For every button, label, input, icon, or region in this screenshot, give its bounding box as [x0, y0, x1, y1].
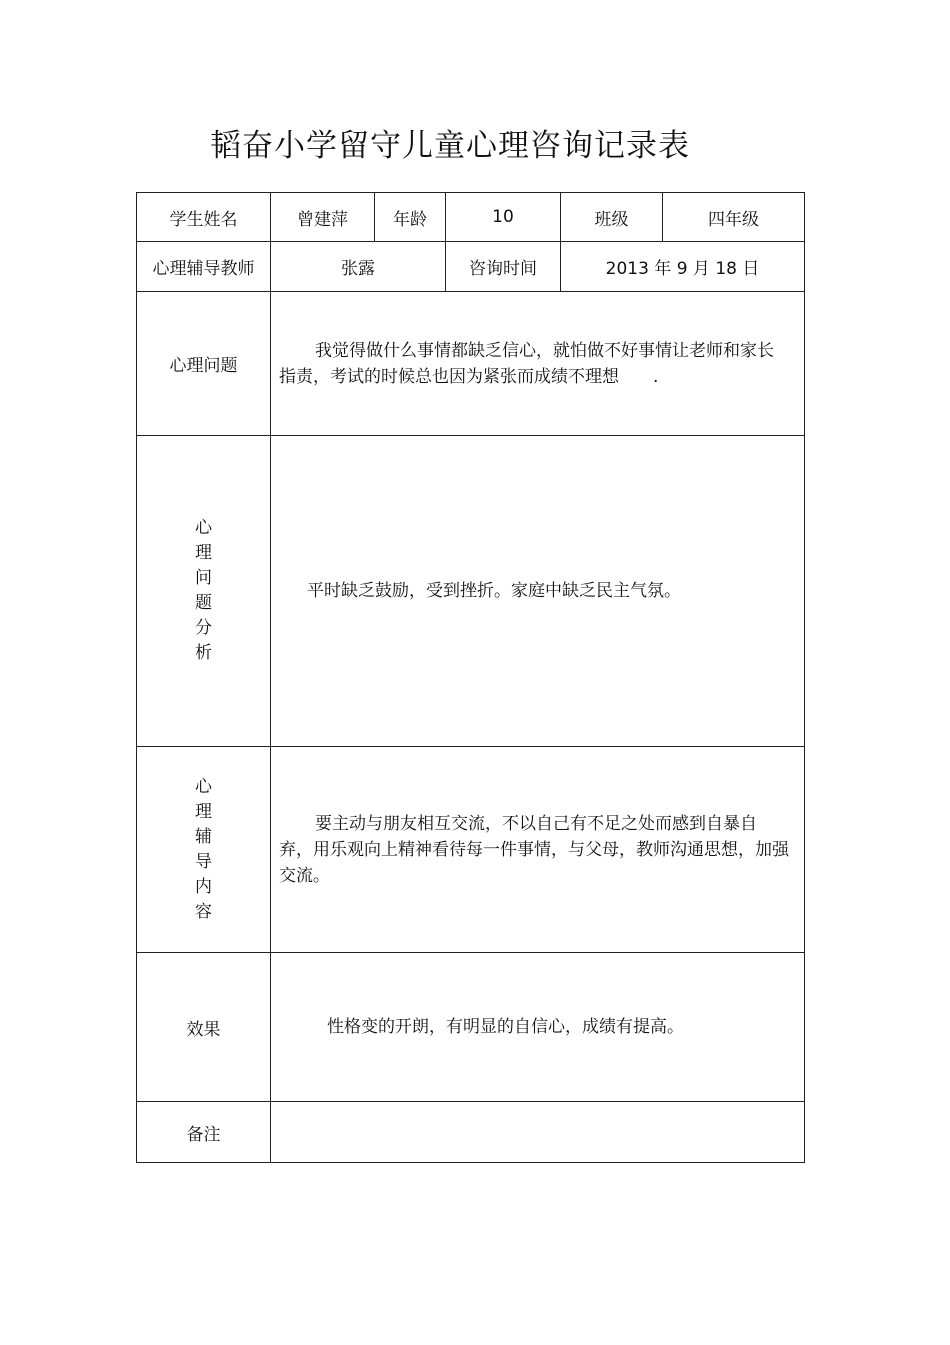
consult-time-value: 2013 年 9 月 18 日 [560, 241, 805, 292]
remarks-content [270, 1101, 805, 1163]
analysis-label-char: 心 [195, 518, 212, 538]
guidance-label-chars [195, 777, 212, 923]
guidance-label-char: 内 [195, 876, 212, 897]
effect-text: 性格变的开朗，有明显的自信心，成绩有提高。 [327, 1017, 684, 1037]
guidance-label-char: 导 [195, 851, 212, 872]
guidance-label-char: 理 [195, 801, 212, 822]
age-label: 年龄 [374, 192, 446, 242]
analysis-text: 平时缺乏鼓励，受到挫折。家庭中缺乏民主气氛。 [307, 581, 681, 601]
class-value: 四年级 [662, 192, 805, 242]
guidance-text: 要主动与朋友相互交流，不以自己有不足之处而感到自暴自弃，用乐观向上精神看待每一件事情，与父母，教师沟通思想，加强交流。 [279, 813, 789, 886]
effect-label: 效果 [136, 952, 271, 1102]
student-name-label: 学生姓名 [136, 192, 271, 242]
guidance-label-char: 容 [195, 901, 212, 922]
remarks-label: 备注 [136, 1101, 271, 1163]
problem-label: 心理问题 [136, 291, 271, 436]
guidance-content [270, 746, 805, 953]
analysis-label-char: 析 [195, 643, 212, 663]
problem-content [270, 291, 805, 436]
analysis-label-char: 题 [195, 593, 212, 613]
guidance-label [136, 746, 271, 953]
analysis-label-char: 理 [195, 543, 212, 563]
analysis-label-char: 问 [195, 568, 212, 588]
age-value: 10 [445, 192, 561, 242]
analysis-label-char: 分 [195, 618, 212, 638]
teacher-value: 张露 [270, 241, 446, 292]
analysis-label [136, 435, 271, 747]
analysis-content [270, 435, 805, 747]
consult-time-label: 咨询时间 [445, 241, 561, 292]
analysis-label-chars [195, 518, 212, 664]
problem-text: 我觉得做什么事情都缺乏信心，就怕做不好事情让老师和家长指责，考试的时候总也因为紧张而成绩不理想 . [279, 340, 774, 387]
effect-content [270, 952, 805, 1102]
guidance-label-char: 辅 [195, 826, 212, 847]
guidance-label-char: 心 [195, 776, 212, 797]
page-title: 韬奋小学留守儿童心理咨询记录表 [210, 128, 690, 164]
class-label: 班级 [560, 192, 663, 242]
teacher-label: 心理辅导教师 [136, 241, 271, 292]
student-name-value: 曾建萍 [270, 192, 375, 242]
